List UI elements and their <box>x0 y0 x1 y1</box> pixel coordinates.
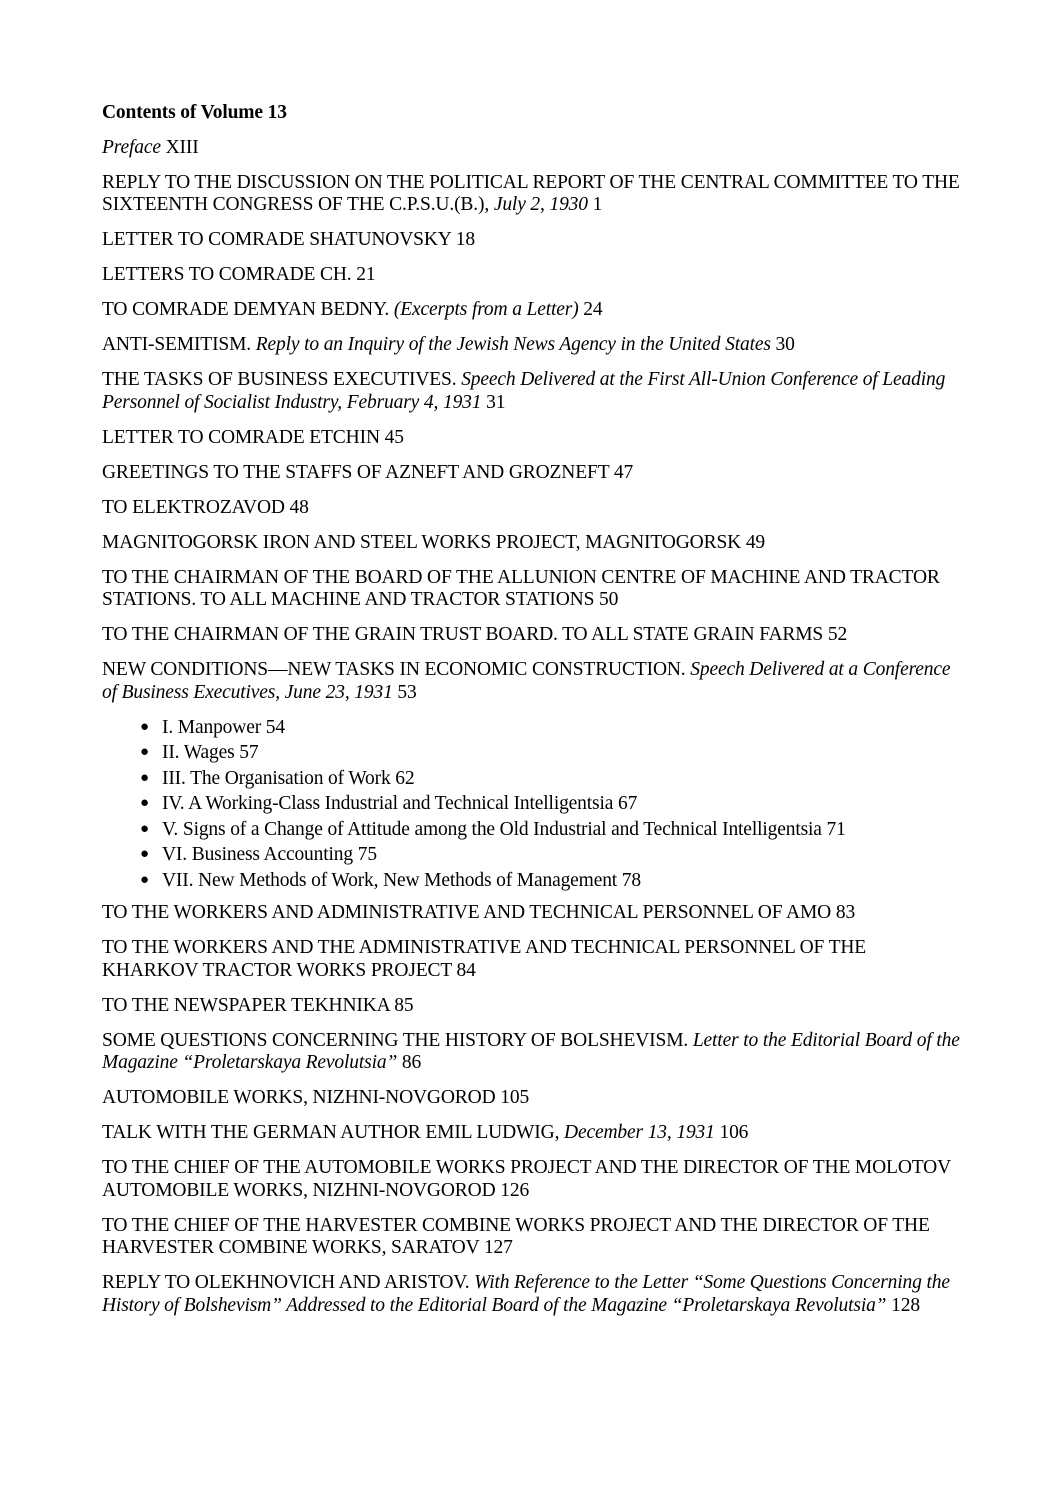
bullet-icon: ● <box>140 795 149 811</box>
contents-page <box>102 102 962 1330</box>
contents-entry[interactable] <box>102 995 962 1018</box>
contents-entry[interactable] <box>102 659 962 704</box>
bullet-icon: ● <box>140 820 149 837</box>
entry-main: TO ELEKTROZAVOD <box>102 496 285 518</box>
entry-main: LETTER TO COMRADE SHATUNOVSKY <box>102 229 452 250</box>
subsection-item[interactable] <box>102 740 962 766</box>
bullet-icon: ● <box>140 744 149 760</box>
entry-page: 50 <box>599 589 619 610</box>
entry-main: TO THE NEWSPAPER TEKHNIKA <box>102 994 390 1016</box>
subsection-item[interactable] <box>102 842 962 868</box>
bullet-icon: ● <box>140 769 149 786</box>
entry-main: TO THE CHIEF OF THE HARVESTER COMBINE WORKS PROJECT AND THE DIRECTOR OF THE HARVESTER COMBINE WORKS, SARATOV <box>102 1214 930 1258</box>
subsection-label: V. Signs of a Change of Attitude among the Old Industrial and Technical Intelligentsia 71 <box>162 818 846 840</box>
entry-main: TO THE CHIEF OF THE AUTOMOBILE WORKS PROJECT AND THE DIRECTOR OF THE MOLOTOV AUTOMOBILE WORKS, NIZHNI-NOVGOROD <box>102 1157 951 1201</box>
contents-list <box>102 137 962 705</box>
entry-main: TO THE WORKERS AND THE ADMINISTRATIVE AND TECHNICAL PERSONNEL OF THE KHARKOV TRACTOR WORKS PROJECT <box>102 937 867 981</box>
contents-entry[interactable] <box>102 1122 962 1145</box>
entry-page: 47 <box>613 461 634 483</box>
entry-page: 18 <box>455 229 475 250</box>
entry-main: TO COMRADE DEMYAN BEDNY. <box>102 299 390 320</box>
contents-entry[interactable] <box>102 1157 962 1202</box>
entry-main: TO THE WORKERS AND ADMINISTRATIVE AND TECHNICAL PERSONNEL OF AMO <box>102 902 832 923</box>
contents-entry[interactable] <box>102 334 962 357</box>
entry-subtitle: December 13, 1931 <box>564 1122 715 1143</box>
entry-page: 83 <box>835 902 856 923</box>
entry-main: REPLY TO OLEKHNOVICH AND ARISTOV. <box>102 1272 470 1293</box>
entry-main: AUTOMOBILE WORKS, NIZHNI-NOVGOROD <box>102 1087 496 1108</box>
subsection-item[interactable] <box>102 791 962 817</box>
entry-page: 84 <box>456 959 476 981</box>
entry-page: 30 <box>775 334 795 355</box>
contents-entry[interactable] <box>102 937 962 982</box>
subsection-label: VII. New Methods of Work, New Methods of Management 78 <box>162 869 642 891</box>
entry-main: MAGNITOGORSK IRON AND STEEL WORKS PROJECT, MAGNITOGORSK <box>102 531 742 553</box>
entry-page: 1 <box>592 194 603 215</box>
contents-entry[interactable] <box>102 427 962 450</box>
entry-main: LETTERS TO COMRADE CH. <box>102 264 352 285</box>
entry-subtitle: Letter to the Editorial Board of the Magazine “Proletarskaya Revolutsia” <box>102 1029 960 1073</box>
entry-page: 49 <box>745 531 766 553</box>
entry-page: 21 <box>356 264 376 285</box>
contents-entry[interactable] <box>102 497 962 520</box>
entry-page: 86 <box>401 1052 422 1073</box>
entry-main: TO THE CHAIRMAN OF THE GRAIN TRUST BOARD. TO ALL STATE GRAIN FARMS <box>102 624 824 645</box>
bullet-icon: ● <box>140 718 149 735</box>
entry-page: 52 <box>827 624 848 645</box>
entry-page: 85 <box>394 994 414 1016</box>
entry-page: XIII <box>165 136 199 158</box>
contents-entry[interactable] <box>102 1087 962 1110</box>
entry-main: LETTER TO COMRADE ETCHIN <box>102 426 380 448</box>
entry-subtitle: With Reference to the Letter “Some Questions Concerning the History of Bolshevism” Addressed to the Editorial Board of the Magazine “Proletarskaya Revolutsia” <box>102 1272 950 1316</box>
entry-page: 45 <box>384 426 404 448</box>
entry-subtitle: July 2, 1930 <box>493 194 588 215</box>
entry-main: TO THE CHAIRMAN OF THE BOARD OF THE ALLUNION CENTRE OF MACHINE AND TRACTOR STATIONS. TO ALL MACHINE AND TRACTOR STATIONS <box>102 566 940 610</box>
contents-entry[interactable] <box>102 264 962 287</box>
entry-page: 24 <box>583 299 603 320</box>
entry-page: 53 <box>397 681 417 703</box>
entry-page: 127 <box>483 1237 513 1258</box>
subsection-item[interactable] <box>102 715 962 741</box>
entry-subtitle: Speech Delivered at a Conference of Business Executives, June 23, 1931 <box>102 659 951 703</box>
entry-page: 31 <box>486 391 506 413</box>
contents-entry[interactable] <box>102 1215 962 1260</box>
contents-entry[interactable] <box>102 229 962 252</box>
contents-entry[interactable] <box>102 137 962 160</box>
subsection-label: VI. Business Accounting 75 <box>162 844 377 865</box>
contents-list <box>102 902 962 1317</box>
entry-subtitle: Speech Delivered at the First All-Union Conference of Leading Personnel of Socialist Industry, February 4, 1931 <box>102 369 946 413</box>
subsection-label: I. Manpower 54 <box>162 716 285 738</box>
entry-page: 128 <box>891 1294 920 1316</box>
subsection-label: III. The Organisation of Work 62 <box>162 767 415 789</box>
entry-main: GREETINGS TO THE STAFFS OF AZNEFT AND GROZNEFT <box>102 461 610 483</box>
contents-entry[interactable] <box>102 369 962 414</box>
entry-subtitle: Reply to an Inquiry of the Jewish News Agency in the United States <box>255 334 771 355</box>
contents-entry[interactable] <box>102 567 962 612</box>
contents-entry[interactable] <box>102 1030 962 1075</box>
contents-entry[interactable] <box>102 299 962 322</box>
entry-main: TALK WITH THE GERMAN AUTHOR EMIL LUDWIG, <box>102 1122 560 1143</box>
subsection-item[interactable] <box>102 868 962 894</box>
entry-page: 48 <box>289 496 309 518</box>
entry-main: ANTI-SEMITISM. <box>102 334 252 355</box>
subsection-label: II. Wages 57 <box>162 742 259 763</box>
entry-page: 105 <box>500 1087 530 1108</box>
contents-entry[interactable] <box>102 172 962 217</box>
bullet-icon: ● <box>140 871 149 888</box>
subsection-item[interactable] <box>102 817 962 843</box>
page-title: Contents of Volume 13 <box>102 102 287 123</box>
subsection-label: IV. A Working-Class Industrial and Technical Intelligentsia 67 <box>162 793 638 814</box>
entry-subtitle: Preface <box>102 136 161 158</box>
entry-page: 106 <box>719 1122 749 1143</box>
contents-entry[interactable] <box>102 624 962 647</box>
entry-main: THE TASKS OF BUSINESS EXECUTIVES. <box>102 369 457 390</box>
contents-entry[interactable] <box>102 902 962 925</box>
subsection-item[interactable] <box>102 766 962 792</box>
entry-page: 126 <box>500 1179 530 1201</box>
contents-entry[interactable] <box>102 1272 962 1317</box>
entry-main: REPLY TO THE DISCUSSION ON THE POLITICAL REPORT OF THE CENTRAL COMMITTEE TO THE SIXTEENTH CONGRESS OF THE C.P.S.U.(B.), <box>102 171 960 215</box>
contents-entry[interactable] <box>102 532 962 555</box>
bullet-icon: ● <box>140 846 149 862</box>
entry-main: SOME QUESTIONS CONCERNING THE HISTORY OF BOLSHEVISM. <box>102 1029 689 1051</box>
entry-main: NEW CONDITIONS—NEW TASKS IN ECONOMIC CONSTRUCTION. <box>102 659 686 680</box>
subsection-list <box>102 715 962 894</box>
contents-entry[interactable] <box>102 462 962 485</box>
entry-subtitle: (Excerpts from a Letter) <box>393 299 579 320</box>
